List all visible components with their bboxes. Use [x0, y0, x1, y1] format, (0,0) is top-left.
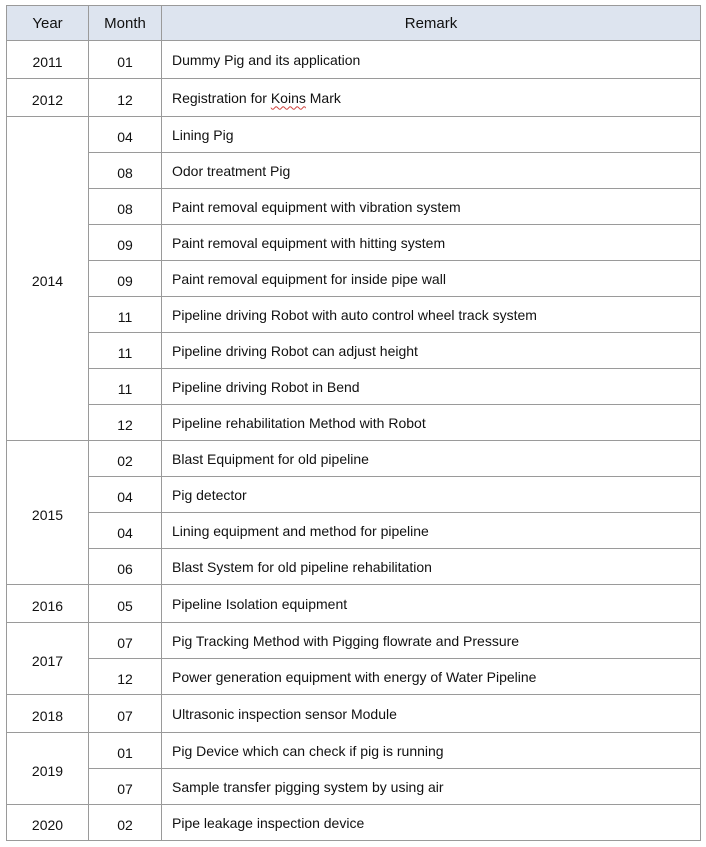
- table-row: [7, 405, 701, 441]
- table-row: [7, 695, 701, 733]
- remark-cell: Pipeline driving Robot with auto control wheel track system: [162, 297, 701, 333]
- month-cell: 07: [89, 695, 162, 733]
- remark-cell: Pig Device which can check if pig is running: [162, 733, 701, 769]
- month-cell: 02: [89, 441, 162, 477]
- remark-cell: Lining Pig: [162, 117, 701, 153]
- table-row: [7, 297, 701, 333]
- remark-cell: Ultrasonic inspection sensor Module: [162, 695, 701, 733]
- table-row: [7, 225, 701, 261]
- month-cell: 12: [89, 659, 162, 695]
- remark-cell: Pig Tracking Method with Pigging flowrate and Pressure: [162, 623, 701, 659]
- remark-cell: Blast System for old pipeline rehabilitation: [162, 549, 701, 585]
- year-cell: 2016: [7, 585, 89, 623]
- year-cell: 2019: [7, 733, 89, 805]
- year-cell: 2014: [7, 117, 89, 441]
- remark-text-suffix: Mark: [305, 89, 341, 106]
- table-row: [7, 441, 701, 477]
- month-cell: 11: [89, 333, 162, 369]
- month-cell: 09: [89, 225, 162, 261]
- month-cell: 01: [89, 733, 162, 769]
- month-column-header: Month: [89, 6, 162, 41]
- remark-cell: Pig detector: [162, 477, 701, 513]
- month-cell: 08: [89, 153, 162, 189]
- remark-cell: Pipeline Isolation equipment: [162, 585, 701, 623]
- remark-cell: Dummy Pig and its application: [162, 41, 701, 79]
- table-row: [7, 585, 701, 623]
- table-row: [7, 153, 701, 189]
- table-row: [7, 623, 701, 659]
- month-cell: 02: [89, 805, 162, 841]
- remark-cell: Lining equipment and method for pipeline: [162, 513, 701, 549]
- table-row: [7, 733, 701, 769]
- history-table: [6, 5, 701, 841]
- table-row: [7, 189, 701, 225]
- table-row: [7, 369, 701, 405]
- year-cell: 2017: [7, 623, 89, 695]
- month-cell: 01: [89, 41, 162, 79]
- document-page: [6, 5, 700, 841]
- year-cell: 2020: [7, 805, 89, 841]
- table-row: [7, 41, 701, 79]
- remark-cell: Paint removal equipment for inside pipe wall: [162, 261, 701, 297]
- month-cell: 07: [89, 623, 162, 659]
- remark-text-prefix: Registration for: [172, 89, 271, 106]
- table-row: [7, 659, 701, 695]
- spellcheck-flagged-word: Koins: [270, 89, 306, 106]
- year-cell: 2011: [7, 41, 89, 79]
- table-row: [7, 513, 701, 549]
- table-row: [7, 805, 701, 841]
- remark-cell: Paint removal equipment with vibration system: [162, 189, 701, 225]
- table-row: [7, 769, 701, 805]
- remark-column-header: Remark: [162, 6, 701, 41]
- month-cell: 11: [89, 297, 162, 333]
- header-row: [7, 6, 701, 41]
- month-cell: 08: [89, 189, 162, 225]
- month-cell: 11: [89, 369, 162, 405]
- remark-cell: Sample transfer pigging system by using air: [162, 769, 701, 805]
- month-cell: 06: [89, 549, 162, 585]
- remark-cell: Pipeline rehabilitation Method with Robot: [162, 405, 701, 441]
- year-cell: 2012: [7, 79, 89, 117]
- table-row: [7, 261, 701, 297]
- remark-cell: [162, 79, 701, 117]
- month-cell: 12: [89, 405, 162, 441]
- remark-cell: Odor treatment Pig: [162, 153, 701, 189]
- year-column-header: Year: [7, 6, 89, 41]
- month-cell: 12: [89, 79, 162, 117]
- remark-cell: Pipeline driving Robot in Bend: [162, 369, 701, 405]
- remark-cell: Pipeline driving Robot can adjust height: [162, 333, 701, 369]
- table-row: [7, 549, 701, 585]
- remark-cell: Pipe leakage inspection device: [162, 805, 701, 841]
- table-row: [7, 333, 701, 369]
- month-cell: 07: [89, 769, 162, 805]
- remark-cell: Paint removal equipment with hitting system: [162, 225, 701, 261]
- remark-cell: Blast Equipment for old pipeline: [162, 441, 701, 477]
- table-row: [7, 79, 701, 117]
- month-cell: 09: [89, 261, 162, 297]
- month-cell: 04: [89, 477, 162, 513]
- month-cell: 04: [89, 117, 162, 153]
- month-cell: 04: [89, 513, 162, 549]
- month-cell: 05: [89, 585, 162, 623]
- table-row: [7, 477, 701, 513]
- year-cell: 2015: [7, 441, 89, 585]
- year-cell: 2018: [7, 695, 89, 733]
- table-row: [7, 117, 701, 153]
- remark-cell: Power generation equipment with energy of Water Pipeline: [162, 659, 701, 695]
